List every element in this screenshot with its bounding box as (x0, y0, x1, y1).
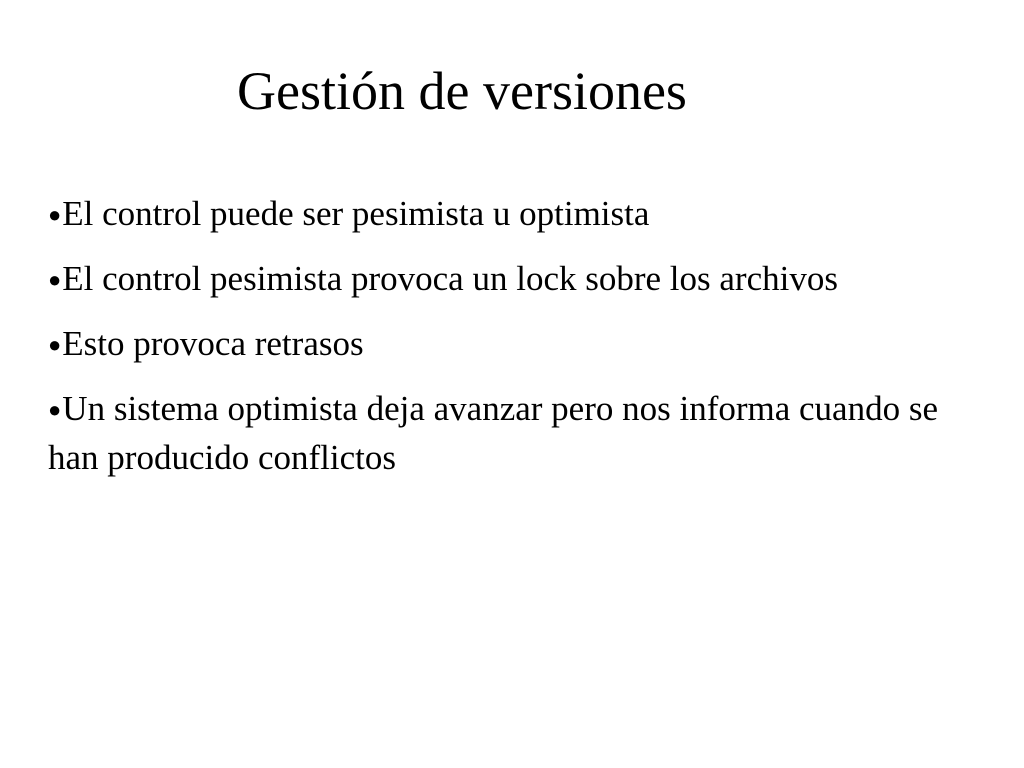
bullet-item (48, 255, 948, 304)
bullet-item (48, 385, 948, 482)
bullet-dot-icon: ● (48, 397, 62, 422)
bullet-text: El control pesimista provoca un lock sobre los archivos (62, 259, 838, 298)
bullet-text: Esto provoca retrasos (62, 324, 364, 363)
slide-title: Gestión de versiones (237, 61, 687, 121)
bullet-text: El control puede ser pesimista u optimista (62, 194, 650, 233)
bullet-list (48, 190, 948, 498)
bullet-item (48, 320, 948, 369)
bullet-item (48, 190, 948, 239)
bullet-dot-icon: ● (48, 267, 62, 292)
bullet-dot-icon: ● (48, 332, 62, 357)
bullet-dot-icon: ● (48, 202, 62, 227)
bullet-text: Un sistema optimista deja avanzar pero nos informa cuando se han producido conflictos (48, 389, 938, 477)
